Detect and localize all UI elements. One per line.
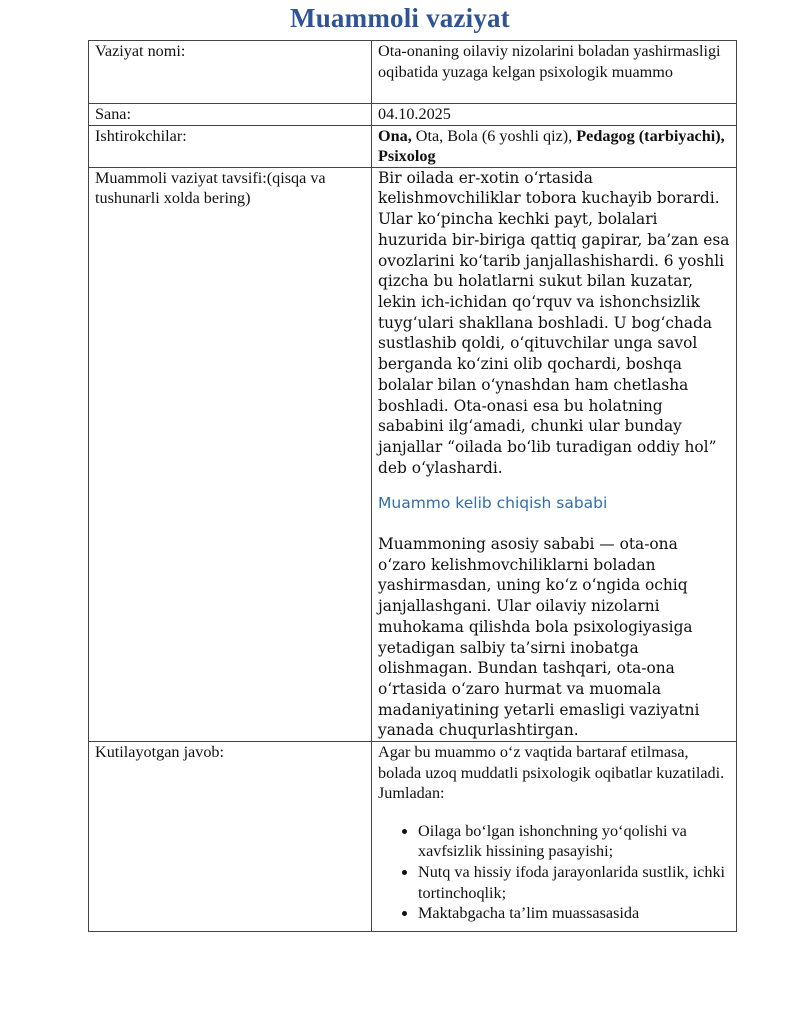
expected-intro: Agar bu muammo o‘z vaqtida bartaraf etilmasa, bolada uzoq muddatli psixologik oqibatlar kuzatiladi. Jumladan: xyxy=(378,743,725,803)
row-date xyxy=(89,104,737,126)
row-expected-answer xyxy=(89,742,737,932)
label-situation-name: Vaziyat nomi: xyxy=(89,41,372,104)
participant-specialists: Pedagog (tarbiyachi), Psixolog xyxy=(378,126,725,166)
description-paragraph: Bir oilada er-xotin o‘rtasida kelishmovchiliklar tobora kuchayib borardi. Ular ko‘pincha kechki payt, bolalari huzurida bir-biriga qattiq gapirar, ba’zan esa ovozlarini ko‘tarib janjallashishardi. 6 yoshli qizcha bu holatlarni sukut bilan kuzatar, lekin ich-ichidan qo‘rquv va ishonchsizlik tuyg‘ulari shakllana boshladi. U bog‘chada sustlashib qoldi, o‘qituvchilar unga savol berganda ko‘zini olib qochardi, boshqa bolalar bilan o‘ynashdan ham chetlasha boshladi. Ota-onasi esa bu holatning sababini ilg‘amadi, chunki ular bunday janjallar “oilada bo‘lib turadigan oddiy hol” deb o‘ylashardi. xyxy=(378,168,730,477)
value-participants xyxy=(372,125,737,167)
cause-subheading: Muammo kelib chiqish sababi xyxy=(378,494,608,513)
row-situation-name xyxy=(89,41,737,104)
value-description xyxy=(372,167,737,741)
situation-table xyxy=(88,40,737,932)
row-description xyxy=(89,167,737,741)
label-participants: Ishtirokchilar: xyxy=(89,125,372,167)
list-item: • Nutq va hissiy ifoda jarayonlarida sustlik, ichki tortinchoqlik; xyxy=(418,862,730,903)
participant-mother: Ona, xyxy=(378,126,412,145)
list-item: • Oilaga bo‘lgan ishonchning yo‘qolishi va xavfsizlik hissining pasayishi; xyxy=(418,821,730,862)
list-item: • Maktabgacha ta’lim muassasasida xyxy=(418,903,730,924)
cause-paragraph: Muammoning asosiy sababi — ota-ona o‘zaro kelishmovchiliklarni boladan yashirmasdan, uning ko‘z o‘ngida ochiq janjallashgani. Ular oilaviy nizolarni muhokama qilishda bola psixologiyasiga yetadigan salbiy ta’sirni inobatga olishmagan. Bundan tashqari, ota-ona o‘rtasida o‘zaro hurmat va muomala madaniyatining yetarli emasligi vaziyatni yanada chuqurlashtirgan. xyxy=(378,535,700,740)
consequence-list xyxy=(378,821,730,924)
row-participants xyxy=(89,125,737,167)
label-expected-answer: Kutilayotgan javob: xyxy=(89,742,372,932)
value-date: 04.10.2025 xyxy=(372,104,737,126)
label-date: Sana: xyxy=(89,104,372,126)
label-description: Muammoli vaziyat tavsifi:(qisqa va tushunarli xolda bering) xyxy=(89,167,372,741)
value-expected-answer xyxy=(372,742,737,932)
participant-others: Ota, Bola (6 yoshli qiz), xyxy=(411,126,577,145)
value-situation-name: Ota-onaning oilaviy nizolarini boladan yashirmasligi oqibatida yuzaga kelgan psixologik muammo xyxy=(372,41,737,104)
page-title: Muammoli vaziyat xyxy=(290,3,510,33)
